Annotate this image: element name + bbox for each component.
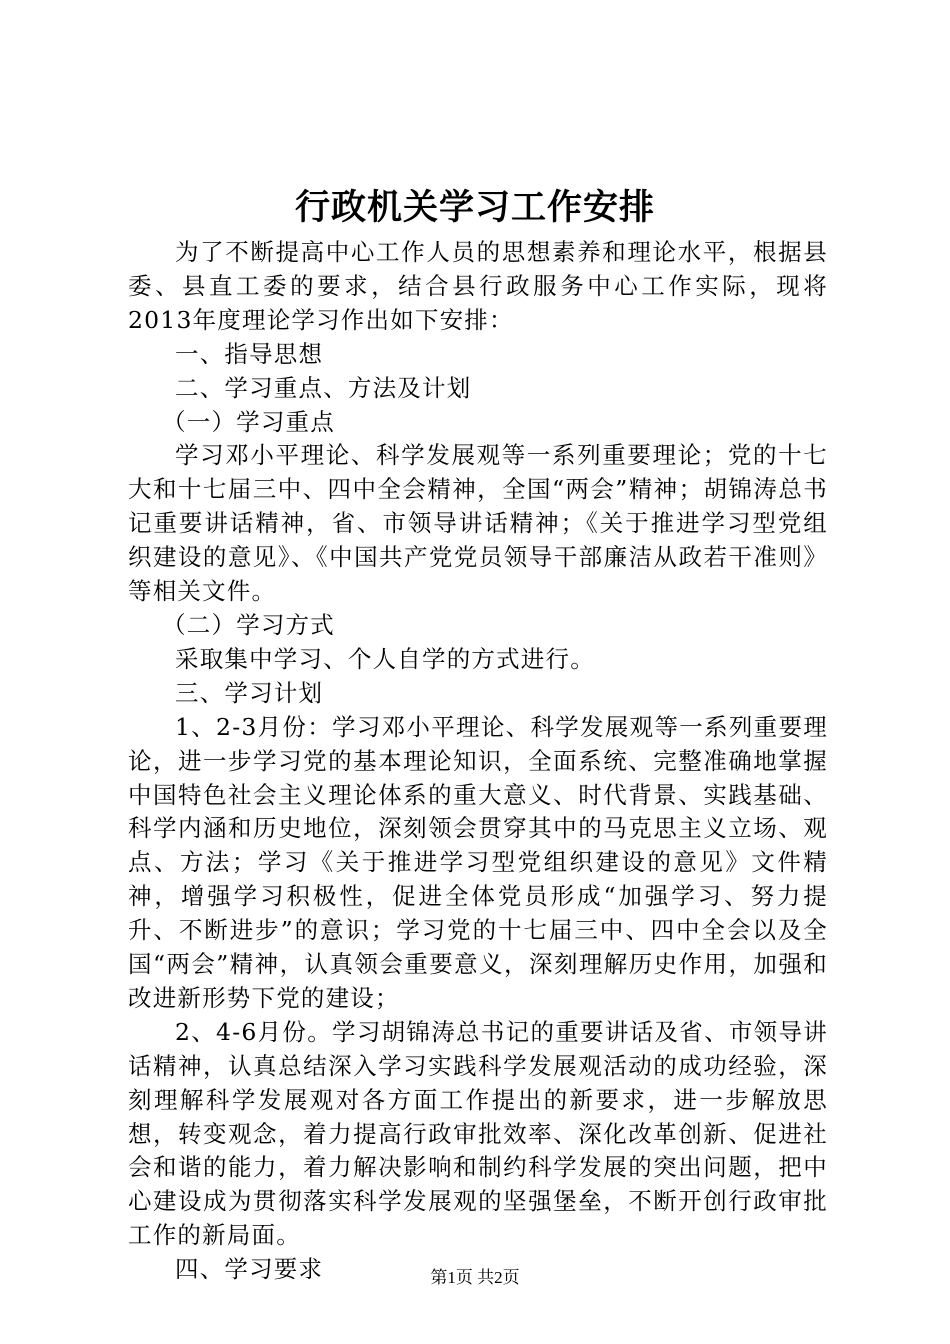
subsection-heading-study-method: （二）学习方式 xyxy=(162,610,335,639)
page-footer: 第1页 共2页 xyxy=(430,1268,520,1287)
subsection-heading-study-focus: （一）学习重点 xyxy=(162,407,335,436)
plan-item-feb-mar: 1、2-3月份：学习邓小平理论、科学发展观等一系列重要理论，进一步学习党的基本理论知识，全面系统、完整准确地掌握中国特色社会主义理论体系的重大意义、时代背景、实践基础、科学内涵和历史地位，深刻领会贯穿其中的马克思主义立场、观点、方法；学习《关于推进学习型党组织建设的意见》文件精神，增强学习积极性，促进全体党员形成“加强学习、努力提升、不断进步”的意识；学习党的十七届三中、四中全会以及全国“两会”精神，认真领会重要意义，深刻理解历史作用，加强和改进新形势下党的建设； xyxy=(128,712,828,1012)
section-heading-study-plan: 三、学习计划 xyxy=(175,678,324,707)
document-body xyxy=(128,236,828,1287)
study-focus-paragraph: 学习邓小平理论、科学发展观等一系列重要理论；党的十七大和十七届三中、四中全会精神，全国“两会”精神；胡锦涛总书记重要讲话精神，省、市领导讲话精神；《关于推进学习型党组织建设的意见》、《中国共产党党员领导干部廉洁从政若干准则》等相关文件。 xyxy=(128,441,828,606)
study-method-paragraph: 采取集中学习、个人自学的方式进行。 xyxy=(175,644,595,673)
document-title: 行政机关学习工作安排 xyxy=(294,187,655,228)
intro-paragraph: 为了不断提高中心工作人员的思想素养和理论水平，根据县委、县直工委的要求，结合县行政服务中心工作实际，现将2013年度理论学习作出如下安排： xyxy=(128,238,828,334)
section-heading-study-focus-method-plan: 二、学习重点、方法及计划 xyxy=(175,373,472,402)
section-heading-guiding-thought: 一、指导思想 xyxy=(175,339,324,368)
plan-item-apr-jun: 2、4-6月份。学习胡锦涛总书记的重要讲话及省、市领导讲话精神，认真总结深入学习实践科学发展观活动的成功经验，深刻理解科学发展观对各方面工作提出的新要求，进一步解放思想，转变观念，着力提高行政审批效率、深化改革创新、促进社会和谐的能力，着力解决影响和制约科学发展的突出问题，把中心建设成为贯彻落实科学发展观的坚强堡垒，不断开创行政审批工作的新局面。 xyxy=(128,1017,828,1250)
section-heading-study-requirements: 四、学习要求 xyxy=(175,1255,324,1284)
